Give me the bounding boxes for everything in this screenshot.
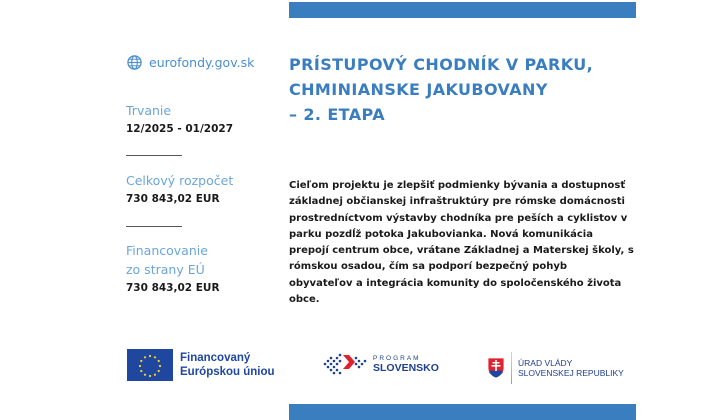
eu-flag-icon — [127, 349, 173, 381]
project-title — [289, 52, 649, 127]
website-text: eurofondy.gov.sk — [149, 55, 255, 70]
duration-label: Trvanie — [126, 103, 172, 118]
website-link[interactable] — [127, 55, 254, 70]
government-office-logo — [487, 352, 624, 384]
divider — [126, 226, 182, 227]
eu-funding-label-line1: Financovanie — [126, 243, 208, 258]
slovak-coat-of-arms-icon — [487, 357, 505, 379]
title-line-3: – 2. ETAPA — [289, 105, 385, 124]
eu-funding-label — [126, 241, 208, 279]
duration-value: 12/2025 - 01/2027 — [126, 123, 234, 135]
eu-funding-label-line2: zo strany EÚ — [126, 262, 205, 277]
divider — [126, 155, 182, 156]
program-label: PROGRAM — [373, 354, 421, 362]
slovensko-label: SLOVENSKO — [373, 361, 439, 374]
program-slovensko-icon — [322, 352, 368, 376]
eu-funding-value: 730 843,02 EUR — [126, 282, 220, 294]
divider — [511, 352, 512, 384]
title-line-2: CHMINIANSKE JAKUBOVANY — [289, 80, 548, 99]
eu-logo-line1: Financovaný — [180, 352, 251, 364]
eu-logo — [127, 349, 275, 381]
title-line-1: PRÍSTUPOVÝ CHODNÍK V PARKU, — [289, 55, 594, 74]
header-bar — [289, 2, 636, 18]
budget-value: 730 843,02 EUR — [126, 193, 220, 205]
project-description: Cieľom projektu je zlepšiť podmienky bývania a dostupnosť základnej občianskej infraštruktúry pre rómske domácnosti prostredníctvom výstavby chodníka pre peších a cyklistov v parku pozdĺž potoka Jakubovianka. Nová komunikácia prepojí centrum obce, vrátane Základnej a Materskej školy, s rómskou osadou, čím sa podporí bezpečný pohyb obyvateľov a integrácia komunity do spoločenského života obce. — [289, 180, 634, 306]
budget-label: Celkový rozpočet — [126, 173, 234, 188]
gov-logo-line1: ÚRAD VLÁDY — [518, 358, 573, 368]
footer-bar — [289, 404, 636, 420]
eu-logo-line2: Európskou úniou — [180, 366, 275, 378]
program-slovensko-logo — [322, 352, 439, 376]
globe-icon — [127, 55, 142, 70]
gov-logo-line2: SLOVENSKEJ REPUBLIKY — [518, 368, 624, 378]
